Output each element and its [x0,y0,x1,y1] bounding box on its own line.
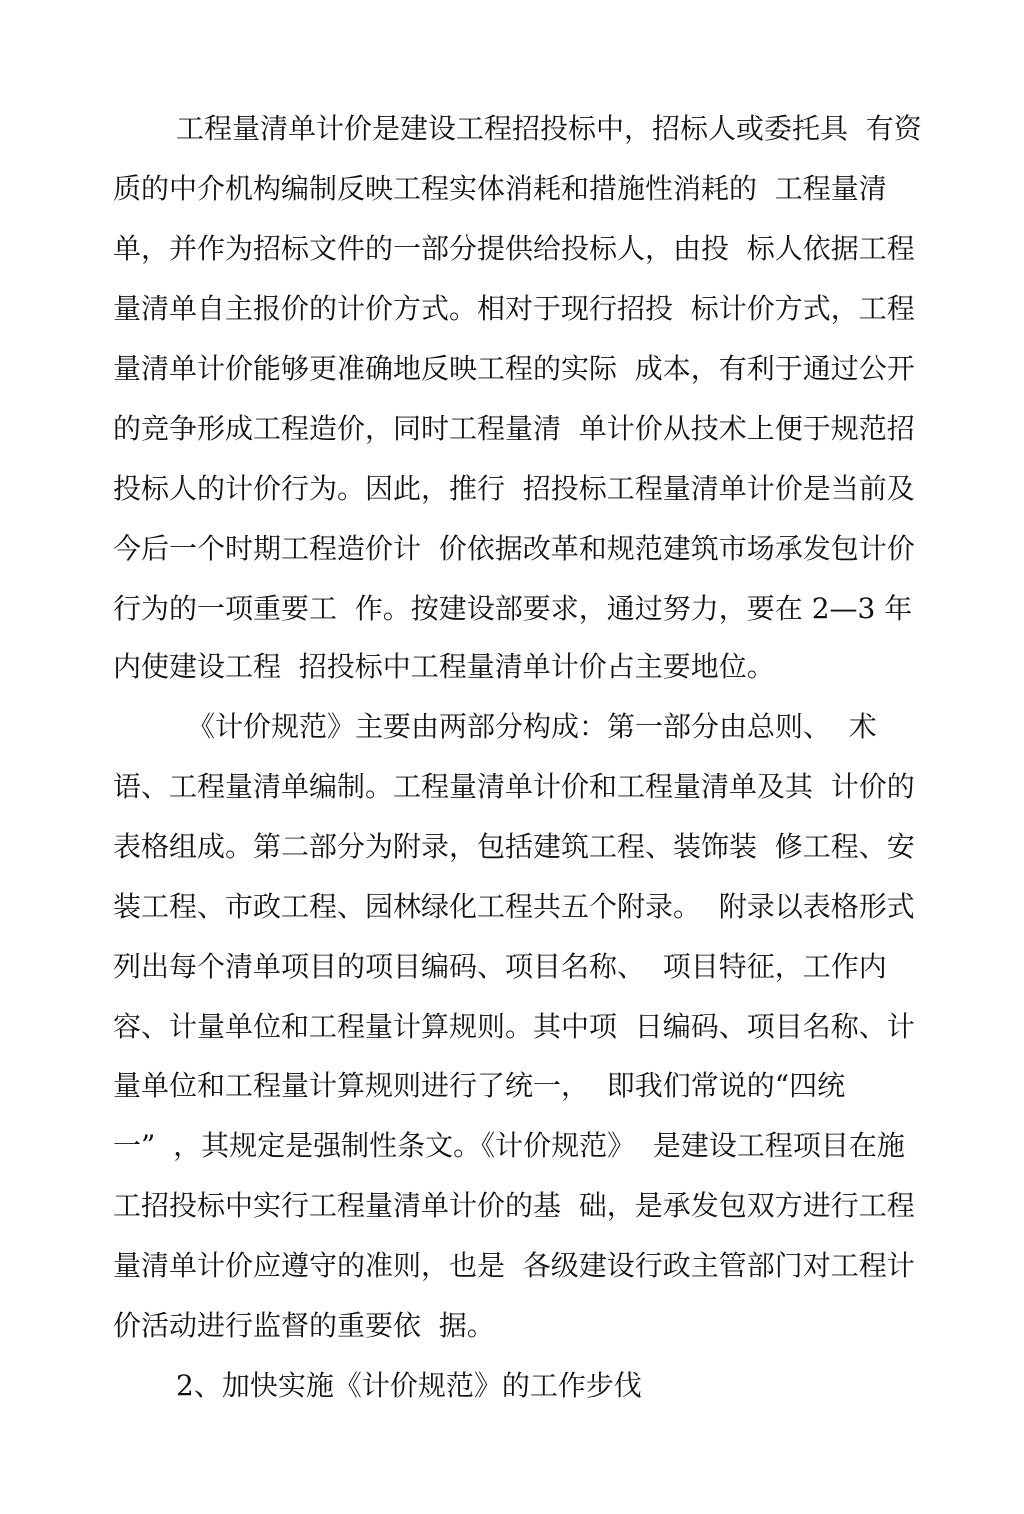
paragraph-2-line-10: 量清单计价应遵守的准则，也是 各级建设行政主管部门对工程计 [113,1249,915,1282]
paragraph-2-line-3: 表格组成。第二部分为附录，包括建筑工程、装饰装 修工程、安 [113,830,915,863]
paragraph-1-line-3: 单，并作为招标文件的一部分提供给投标人，由投 标人依据工程 [113,232,915,265]
paragraph-2-line-4: 装工程、市政工程、园林绿化工程共五个附录。 附录以表格形式 [113,890,915,923]
paragraph-2-line-6: 容、计量单位和工程量计算规则。其中项 日编码、项目名称、计 [113,1010,915,1043]
paragraph-2-line-2: 语、工程量清单编制。工程量清单计价和工程量清单及其 计价的 [113,770,915,803]
paragraph-2-line-7: 量单位和工程量计算规则进行了统一， 即我们常说的“四统 [113,1069,846,1102]
paragraph-1-line-10: 内使建设工程 招投标中工程量清单计价占主要地位。 [113,650,775,683]
paragraph-1-line-5: 量清单计价能够更准确地反映工程的实际 成本，有利于通过公开 [113,352,915,385]
paragraph-1-line-1: 工程量清单计价是建设工程招投标中，招标人或委托具 有资 [176,112,922,145]
paragraph-2-line-1: 《计价规范》主要由两部分构成：第一部分由总则、 术 [187,710,877,743]
paragraph-1-line-9: 行为的一项重要工 作。按建设部要求，通过努力，要在 2—3 年 [113,592,913,625]
paragraph-2-line-8: 一” ，其规定是强制性条文。《计价规范》 是建设工程项目在施 [113,1129,905,1162]
paragraph-1-line-8: 今后一个时期工程造价计 价依据改革和规范建筑市场承发包计价 [113,532,915,565]
paragraph-2-line-9: 工招投标中实行工程量清单计价的基 础，是承发包双方进行工程 [113,1189,915,1222]
paragraph-1-line-4: 量清单自主报价的计价方式。相对于现行招投 标计价方式，工程 [113,292,915,325]
paragraph-2-line-5: 列出每个清单项目的项目编码、项目名称、 项目特征，工作内 [113,950,887,983]
section-heading: 2、加快实施《计价规范》的工作步伐 [176,1369,642,1402]
paragraph-1-line-7: 投标人的计价行为。因此，推行 招投标工程量清单计价是当前及 [113,472,915,505]
paragraph-2-line-11: 价活动进行监督的重要依 据。 [113,1309,495,1342]
paragraph-1-line-6: 的竞争形成工程造价，同时工程量清 单计价从技术上便于规范招 [113,412,915,445]
paragraph-1-line-2: 质的中介机构编制反映工程实体消耗和措施性消耗的 工程量清 [113,172,887,205]
